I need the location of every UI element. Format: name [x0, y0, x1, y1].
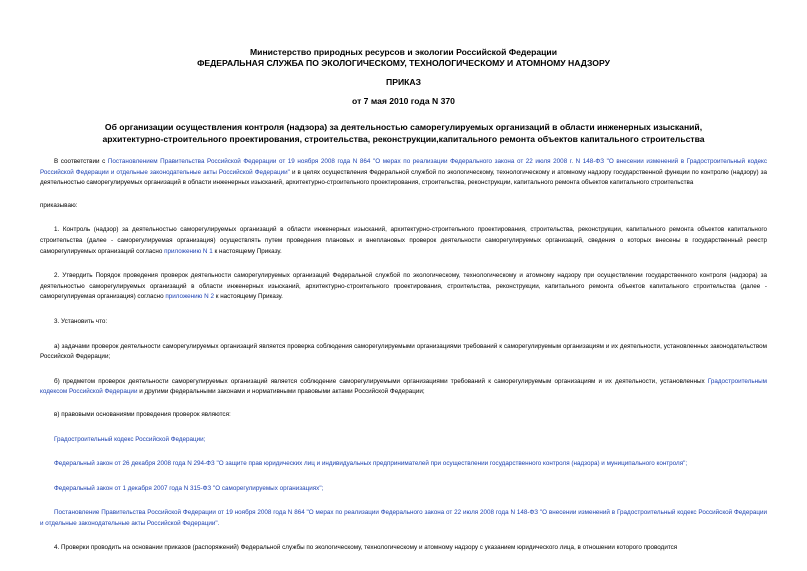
legal-basis-decree-864-link[interactable]: Постановление Правительства Российской Федерации от 19 ноября 2008 года N 864 "О мерах по реализации Федерального закона от 22 июля 2008 года N 148-ФЗ "О внесении изменений в Градостроительный кодекс Российской Федерации и отдельные законодательные акты Российской Федерации". — [40, 509, 767, 527]
legal-basis-urban-code-link[interactable]: Градостроительный кодекс Российской Федерации; — [54, 435, 206, 443]
item-3a-paragraph: а) задачами проверок деятельности саморегулируемых организаций является проверка соблюдения саморегулируемыми организациями требований к саморегулируемым организациям и их деятельности, установленных законодательством Российской Федерации; — [40, 342, 767, 361]
urban-code-link[interactable]: Градостроительным кодексом Российской Федерации — [40, 377, 767, 396]
item-3b-text-end: и другими федеральными законами и нормативными правовыми актами Российской Федерации; — [137, 388, 425, 396]
document-title: Об организации осуществления контроля (надзора) за деятельностью саморегулируемых организаций в области инженерных изысканий, архитектурно-строительного проектирования, строительства, реконструкции,капитального ремонта объектов капитального строительства — [102, 122, 705, 144]
item-2-text-end: к настоящему Приказу. — [213, 293, 283, 301]
item-1-text: 1. Контроль (надзор) за деятельностью саморегулируемых организаций в области инженерных изысканий, архитектурно-строительного проектирования, строительства, реконструкции, капитального ремонта объектов капитального строительства (далее - саморегулируемая организация) осуществлять путем проведения плановых и внеплановых проверок деятельности саморегулируемых организаций, сведения о которых внесены в государственный реестр саморегулируемых организаций согласно — [40, 226, 767, 255]
order-word: приказываю: — [40, 201, 78, 209]
ministry-name: Министерство природных ресурсов и экологии Российской Федерации — [250, 47, 557, 57]
service-name: ФЕДЕРАЛЬНАЯ СЛУЖБА ПО ЭКОЛОГИЧЕСКОМУ, ТЕХНОЛОГИЧЕСКОМУ И АТОМНОМУ НАДЗОРУ — [197, 58, 610, 68]
item-4-paragraph: 4. Проверки проводить на основании приказов (распоряжений) Федеральной службы по экологическому, технологическому и атомному надзору с указанием юридического лица, в отношении которого проводится — [54, 544, 678, 552]
item-1-paragraph — [40, 225, 767, 257]
preamble-text-end: и в целях осуществления Федеральной службой по экологическому, технологическому и атомному надзору государственной функции по контролю (надзору) за деятельностью саморегулируемых организаций в области инженерных изысканий, архитектурно-строительного проектирования, строительства, реконструкции, капитального ремонта объектов капитального строительства — [40, 168, 767, 187]
item-3c-paragraph: в) правовыми основаниями проведения проверок являются: — [54, 410, 231, 418]
appendix-2-link[interactable]: приложению N 2 — [165, 293, 214, 301]
appendix-1-link[interactable]: приложению N 1 — [164, 247, 213, 255]
legal-basis-fz-294-link[interactable]: Федеральный закон от 26 декабря 2008 года N 294-ФЗ "О защите прав юридических лиц и индивидуальных предпринимателей при осуществлении государственного контроля (надзора) и муниципального контроля"; — [54, 460, 688, 468]
item-1-text-end: к настоящему Приказу. — [212, 247, 282, 255]
document-type: ПРИКАЗ — [386, 77, 421, 87]
legal-basis-fz-315-link[interactable]: Федеральный закон от 1 декабря 2007 года N 315-ФЗ "О саморегулируемых организациях"; — [54, 484, 324, 492]
item-2-paragraph — [40, 271, 767, 303]
item-3b-paragraph — [40, 377, 767, 398]
item-3-intro: 3. Установить что: — [54, 317, 108, 325]
document-date-number: от 7 мая 2010 года N 370 — [352, 96, 455, 106]
item-2-text: 2. Утвердить Порядок проведения проверок деятельности саморегулируемых организаций Федеральной службой по экологическому, технологическому и атомному надзору при осуществлении государственного контроля (надзора) за деятельностью саморегулируемых организаций в области инженерных изысканий, архитектурно-строительного проектирования, строительства, реконструкции, капитального ремонта объектов капитального строительства (далее - саморегулируемая организация) согласно — [40, 272, 767, 301]
preamble-text: В соответствии с — [54, 158, 108, 165]
preamble-paragraph — [40, 157, 767, 189]
item-3b-text: б) предметом проверок деятельности саморегулируемых организаций является соблюдение саморегулируемыми организациями требований к саморегулируемым организациям и их деятельности, установленных — [54, 377, 708, 385]
preamble-link[interactable]: Постановлением Правительства Российской Федерации от 19 ноября 2008 года N 864 "О мерах по реализации Федерального закона от 22 июля 2008 г. N 148-ФЗ "О внесении изменений в Градостроительный кодекс Российской Федерации и отдельные законодательные акты Российской Федерации" — [40, 158, 767, 176]
